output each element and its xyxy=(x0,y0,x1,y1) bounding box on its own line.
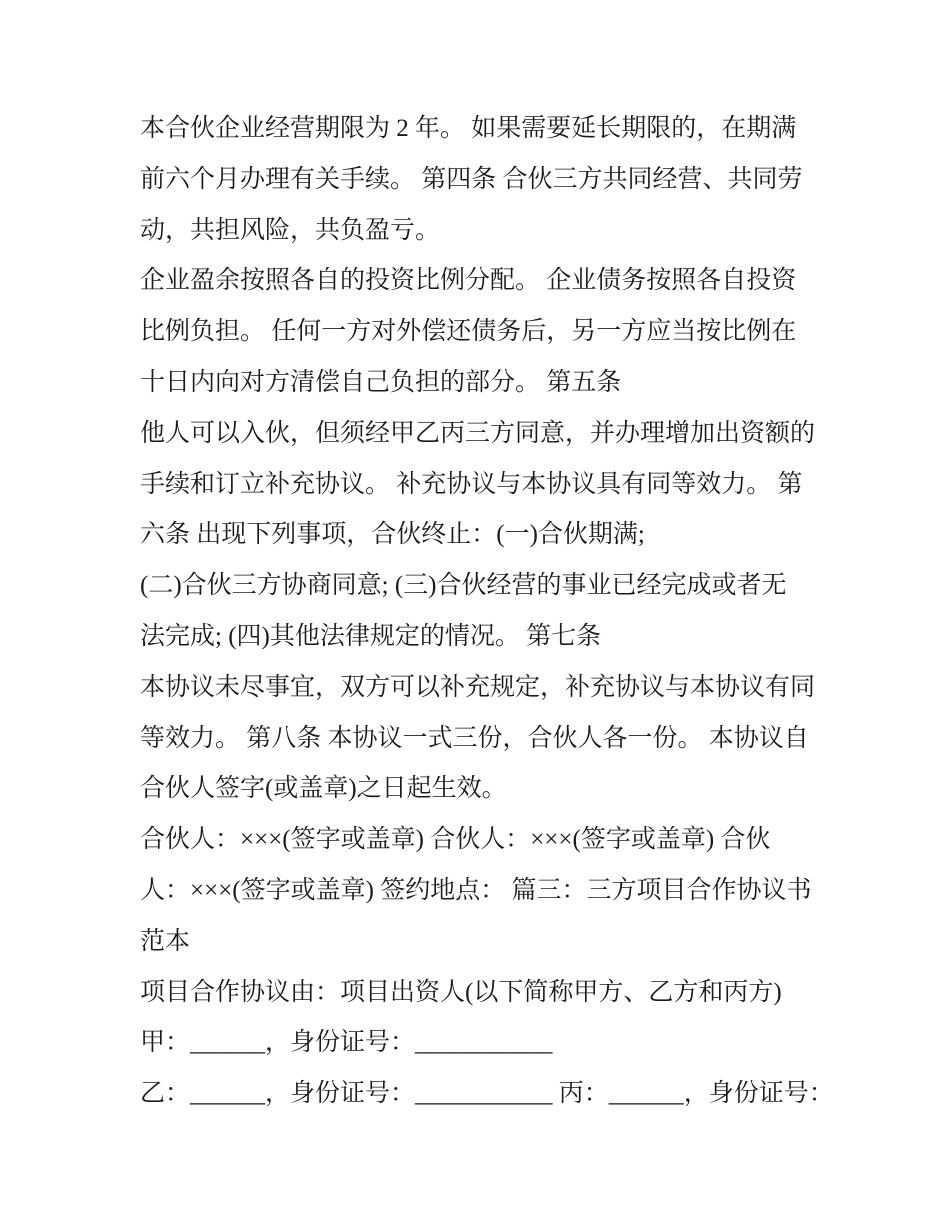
text-line: 合伙人：×××(签字或盖章) 合伙人：×××(签字或盖章) 合伙 xyxy=(140,826,771,854)
text-line: 手续和订立补充协议。 补充协议与本协议具有同等效力。 第 xyxy=(140,470,803,498)
text-line: 人：×××(签字或盖章) 签约地点： 篇三：三方项目合作协议书 xyxy=(140,876,812,904)
text-line: 十日内向对方清偿自己负担的部分。 第五条 xyxy=(140,368,622,396)
text-line: 等效力。 第八条 本协议一式三份，合伙人各一份。 本协议自 xyxy=(140,724,809,752)
text-line: 本合伙企业经营期限为 2 年。 如果需要延长期限的，在期满 xyxy=(140,115,797,142)
text-line: 前六个月办理有关手续。 第四条 合伙三方共同经营、共同劳 xyxy=(140,165,803,193)
text-line: 合伙人签字(或盖章)之日起生效。 xyxy=(140,775,507,803)
text-line: 项目合作协议由：项目出资人(以下简称甲方、乙方和丙方) xyxy=(140,978,782,1006)
text-line: 本协议未尽事宜，双方可以补充规定，补充协议与本协议有同 xyxy=(140,673,816,701)
text-line: 他人可以入伙，但须经甲乙丙三方同意，并办理增加出资额的 xyxy=(140,419,816,447)
text-line: 范本 xyxy=(140,927,191,955)
document-body xyxy=(140,104,840,1120)
text-line: 乙：______，身份证号：___________ 丙：______，身份证号： xyxy=(140,1080,834,1108)
text-line: 甲：______，身份证号：___________ xyxy=(140,1029,553,1057)
text-line: 动，共担风险，共负盈亏。 xyxy=(140,216,441,244)
text-line: 企业盈余按照各自的投资比例分配。 企业债务按照各自投资 xyxy=(140,267,797,295)
text-line: 法完成; (四)其他法律规定的情况。 第七条 xyxy=(140,622,602,650)
text-line: 比例负担。 任何一方对外偿还债务后，另一方应当按比例在 xyxy=(140,318,797,346)
text-line: 六条 出现下列事项，合伙终止：(一)合伙期满; xyxy=(140,521,645,549)
text-line: (二)合伙三方协商同意; (三)合伙经营的事业已经完成或者无 xyxy=(140,572,787,600)
